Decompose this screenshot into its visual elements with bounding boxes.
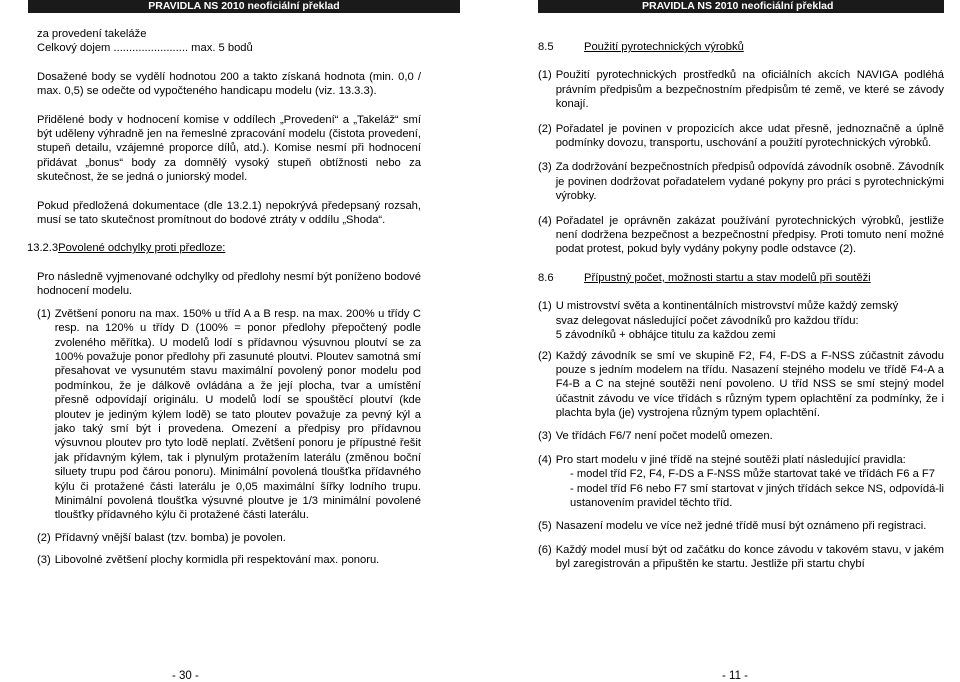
list-text: Zvětšení ponoru na max. 150% u tříd A a B resp. na max. 200% u třídy C resp. na 120% u třídy D (100% = ponor předlohy přepočtený podle zvoleného měřítka). U modelů lodí s přídavnou výsuvnou ploutví se za 100% považuje ponor předlohy při zasunuté ploutvi. Ploutev samotná smí přesahovat ve vysunutém stavu maximální povolený ponor modelu pod podmínkou, že je dálkově ovládána a že její plocha, tvar a umístění přesně odpovídají originálu. U modelů lodí se spouštěcí ploutví (kde ploutev je jediným kýlem lodě) se tato ploutev považuje za pevný kýl a jako taký smí být i provedena. Omezení a předpisy pro přídavnou výsuvnou ploutev pro tyto lodě neplatí. Zvětšení ponoru je přípustné řešit jak přídavným kýlem, tak i plynulým protažením laterálu (změnou boční siluety trupu pod čárou ponoru). Minimální povolená tloušťka přídavného kýlu či protažené části laterálu je 0,05 maximální šířky lodního trupu. Minimální povolená tloušťka výsuvné ploutve je 1/3 minimální povolené tloušťky přídavného kýlu či protažené části laterálu. [54,307,421,522]
list-number: (2) [538,122,552,135]
section-heading [27,241,421,255]
section-title: Použití pyrotechnických výrobků [584,41,744,53]
list-text: Ve třídách F6/7 není počet modelů omezen. [555,429,773,442]
right-page [484,0,960,682]
list-text: Použití pyrotechnických prostředků na oficiálních akcích NAVIGA podléhá právním předpisům a bezpečnostním předpisům té země, ve které se závody konají. [555,69,944,111]
section-title: Přípustný počet, možnosti startu a stav modelů při soutěži [584,271,871,284]
paragraph: Pokud předložená dokumentace (dle 13.2.1) nepokrývá předepsaný rozsah, musí se tato skutečnost promítnout do bodové ztráty v oddílu „Shoda“. [37,199,421,227]
list-item [538,68,944,111]
list-text: Pořadatel je oprávněn zakázat používání pyrotechnických výrobků, jestliže není dodržena bezpečnost a bezpečnostní předpisy. Proti tomuto není možné podat protest, pokud byly vydány pokyny podle odstavce (2). [555,214,944,256]
list-text: Přídavný vnější balast (tzv. bomba) je povolen. [54,531,286,544]
list-number: (1) [538,69,552,82]
page-number: - 11 - [722,670,748,682]
list-text: Libovolné zvětšení plochy kormidla při respektování max. ponoru. [54,554,380,567]
right-column [538,40,944,572]
left-page [0,0,470,682]
list-item [538,214,944,257]
list-number: (6) [538,543,552,556]
list-item [538,160,944,203]
list-item [538,122,944,151]
list-number: (3) [37,554,51,567]
paragraph: Přidělené body v hodnocení komise v oddílech „Provedení“ a „Takeláž“ smí být uděleny výhradně jen na řemeslné zpracování modelu (čistota provedení, stupeň detailu, vzájemné proporce dílů, atd.). Komise nesmí při hodnocení přidávat „bonus“ body za domnělý vysoký stupeň obtížnosti nebo za skutečnost, že se jedná o juniorský model. [37,113,421,184]
list-text: Pořadatel je povinen v propozicích akce udat přesně, jednoznačně a úplně podmínky dovozu, transportu, uschování a použití pyrotechnických výrobků. [555,122,944,150]
list-number: (2) [37,531,51,544]
page-header: PRAVIDLA NS 2010 neoficiální překlad [28,0,460,13]
paragraph: Celkový dojem ........................ max. 5 bodů [37,42,253,55]
list-item [538,519,944,533]
list-text: Pro start modelu v jiné třídě na stejné soutěži platí následující pravidla: [555,453,906,466]
section-heading [538,271,944,285]
list-number: (1) [37,307,51,320]
list-number: (2) [538,349,552,362]
list-item [538,543,944,572]
list-text: Každý model musí být od začátku do konce závodu v takovém stavu, v jakém byl zaregistrován a připuštěn ke startu. Jestliže při startu chybí [555,543,944,571]
list-subitem: - model tříd F6 nebo F7 smí startovat v jiných třídách sekce NS, odpovídá-li ustanovením pravidel těchto tříd. [570,482,944,510]
list-item [538,299,944,342]
list-subitem: - model tříd F2, F4, F-DS a F-NSS může startovat také ve třídách F6 a F7 [570,468,935,481]
section-number: 8.6 [538,271,554,284]
list-number: (4) [538,214,552,227]
section-number: 13.2.3 [27,242,59,255]
list-number: (1) [538,300,552,313]
list-number: (3) [538,161,552,174]
list-item [538,453,944,467]
page-header: PRAVIDLA NS 2010 neoficiální překlad [538,0,944,13]
list-number: (5) [538,519,552,532]
list-text: Nasazení modelu ve více než jedné třídě musí být oznámeno při registraci. [555,519,927,532]
list-text: U mistrovství světa a kontinentálních mistrovství může každý zemský [555,300,899,313]
list-item [538,349,944,421]
list-item [538,429,944,443]
list-text: Za dodržování bezpečnostních předpisů odpovídá závodník osobně. Závodník je povinen dodržovat pořadatelem vydané pokyny pro práci s pyrotechnickými výrobky. [555,161,944,203]
paragraph: Pro následně vyjmenované odchylky od předlohy nesmí být poníženo bodové hodnocení modelu. [37,270,421,298]
paragraph: za provedení takeláže [37,28,147,40]
section-number: 8.5 [538,41,554,53]
list-text: 5 závodníků + obhájce titulu za každou zemi [555,329,776,342]
paragraph: Dosažené body se vydělí hodnotou 200 a takto získaná hodnota (min. 0,0 / max. 0,5) se odečte od vypočteného handicapu modelu (viz. 13.3.3). [37,70,421,98]
left-column [27,27,421,568]
page-number: - 30 - [172,670,199,682]
list-item [37,307,421,523]
list-text: Každý závodník se smí ve skupině F2, F4, F-DS a F-NSS zúčastnit závodu pouze s jedním modelem na třídu. Nasazení stejného modelu ve třídě F4-A a F4-B a C na stejné soutěži není povoleno. U tříd NSS se smí stejný model účastnit závodu ve více třídách s různým typem oplachtění za podmínky, že i plachta byla (je) vystrojena různým typem oplachtění. [555,349,944,420]
section-title: Povolené odchylky proti předloze: [58,242,226,255]
list-text: svaz delegovat následující počet závodníků pro každou třídu: [555,314,859,327]
list-number: (4) [538,453,552,466]
list-item [37,553,421,567]
list-item [37,531,421,545]
section-heading [538,40,944,54]
list-number: (3) [538,429,552,442]
